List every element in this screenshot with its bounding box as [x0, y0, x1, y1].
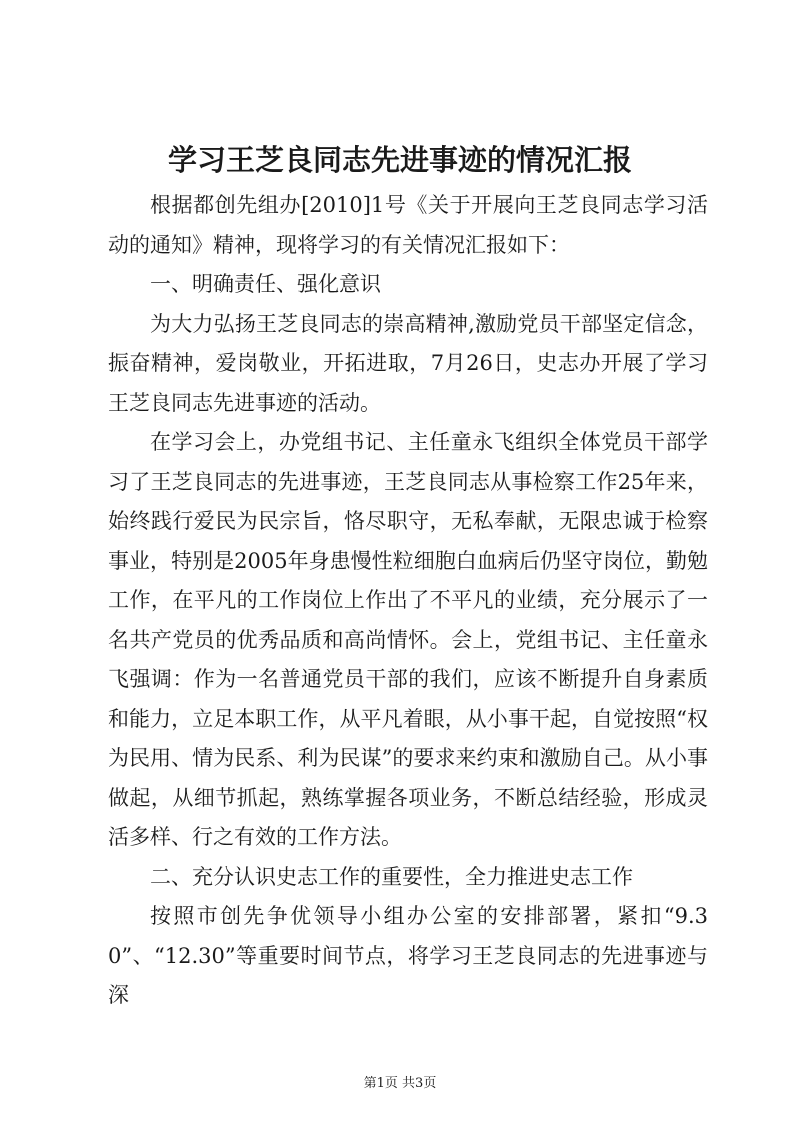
paragraph-1: 为大力弘扬王芝良同志的崇高精神,激励党员干部坚定信念，振奋精神，爱岗敬业，开拓进取，7月26日，史志办开展了学习王芝良同志先进事迹的活动。	[108, 311, 708, 415]
section-heading-1: 一、明确责任、强化意识	[150, 272, 381, 296]
paragraph-intro: 根据都创先组办[2010]1号《关于开展向王芝良同志学习活动的通知》精神，现将学习的有关情况汇报如下：	[108, 193, 708, 257]
page-footer: 第1页 共3页	[363, 1076, 437, 1091]
document-body	[108, 186, 708, 1016]
paragraph-3: 按照市创先争优领导小组办公室的安排部署，紧扣“9.30”、“12.30”等重要时间节点，将学习王芝良同志的先进事迹与深	[108, 904, 708, 1007]
document-title: 学习王芝良同志先进事迹的情况汇报	[167, 143, 632, 177]
paragraph-2: 在学习会上，办党组书记、主任童永飞组织全体党员干部学习了王芝良同志的先进事迹，王芝良同志从事检察工作25年来，始终践行爱民为民宗旨，恪尽职守，无私奉献，无限忠诚于检察事业，特别是2005年身患慢性粒细胞白血病后仍坚守岗位，勤勉工作，在平凡的工作岗位上作出了不平凡的业绩，充分展示了一名共产党员的优秀品质和高尚情怀。会上，党组书记、主任童永飞强调：作为一名普通党员干部的我们，应该不断提升自身素质和能力，立足本职工作，从平凡着眼，从小事干起，自觉按照“权为民用、情为民系、利为民谋”的要求来约束和激励自己。从小事做起，从细节抓起，熟练掌握各项业务，不断总结经验，形成灵活多样、行之有效的工作方法。	[108, 430, 708, 849]
section-heading-2: 二、充分认识史志工作的重要性，全力推进史志工作	[150, 864, 633, 889]
